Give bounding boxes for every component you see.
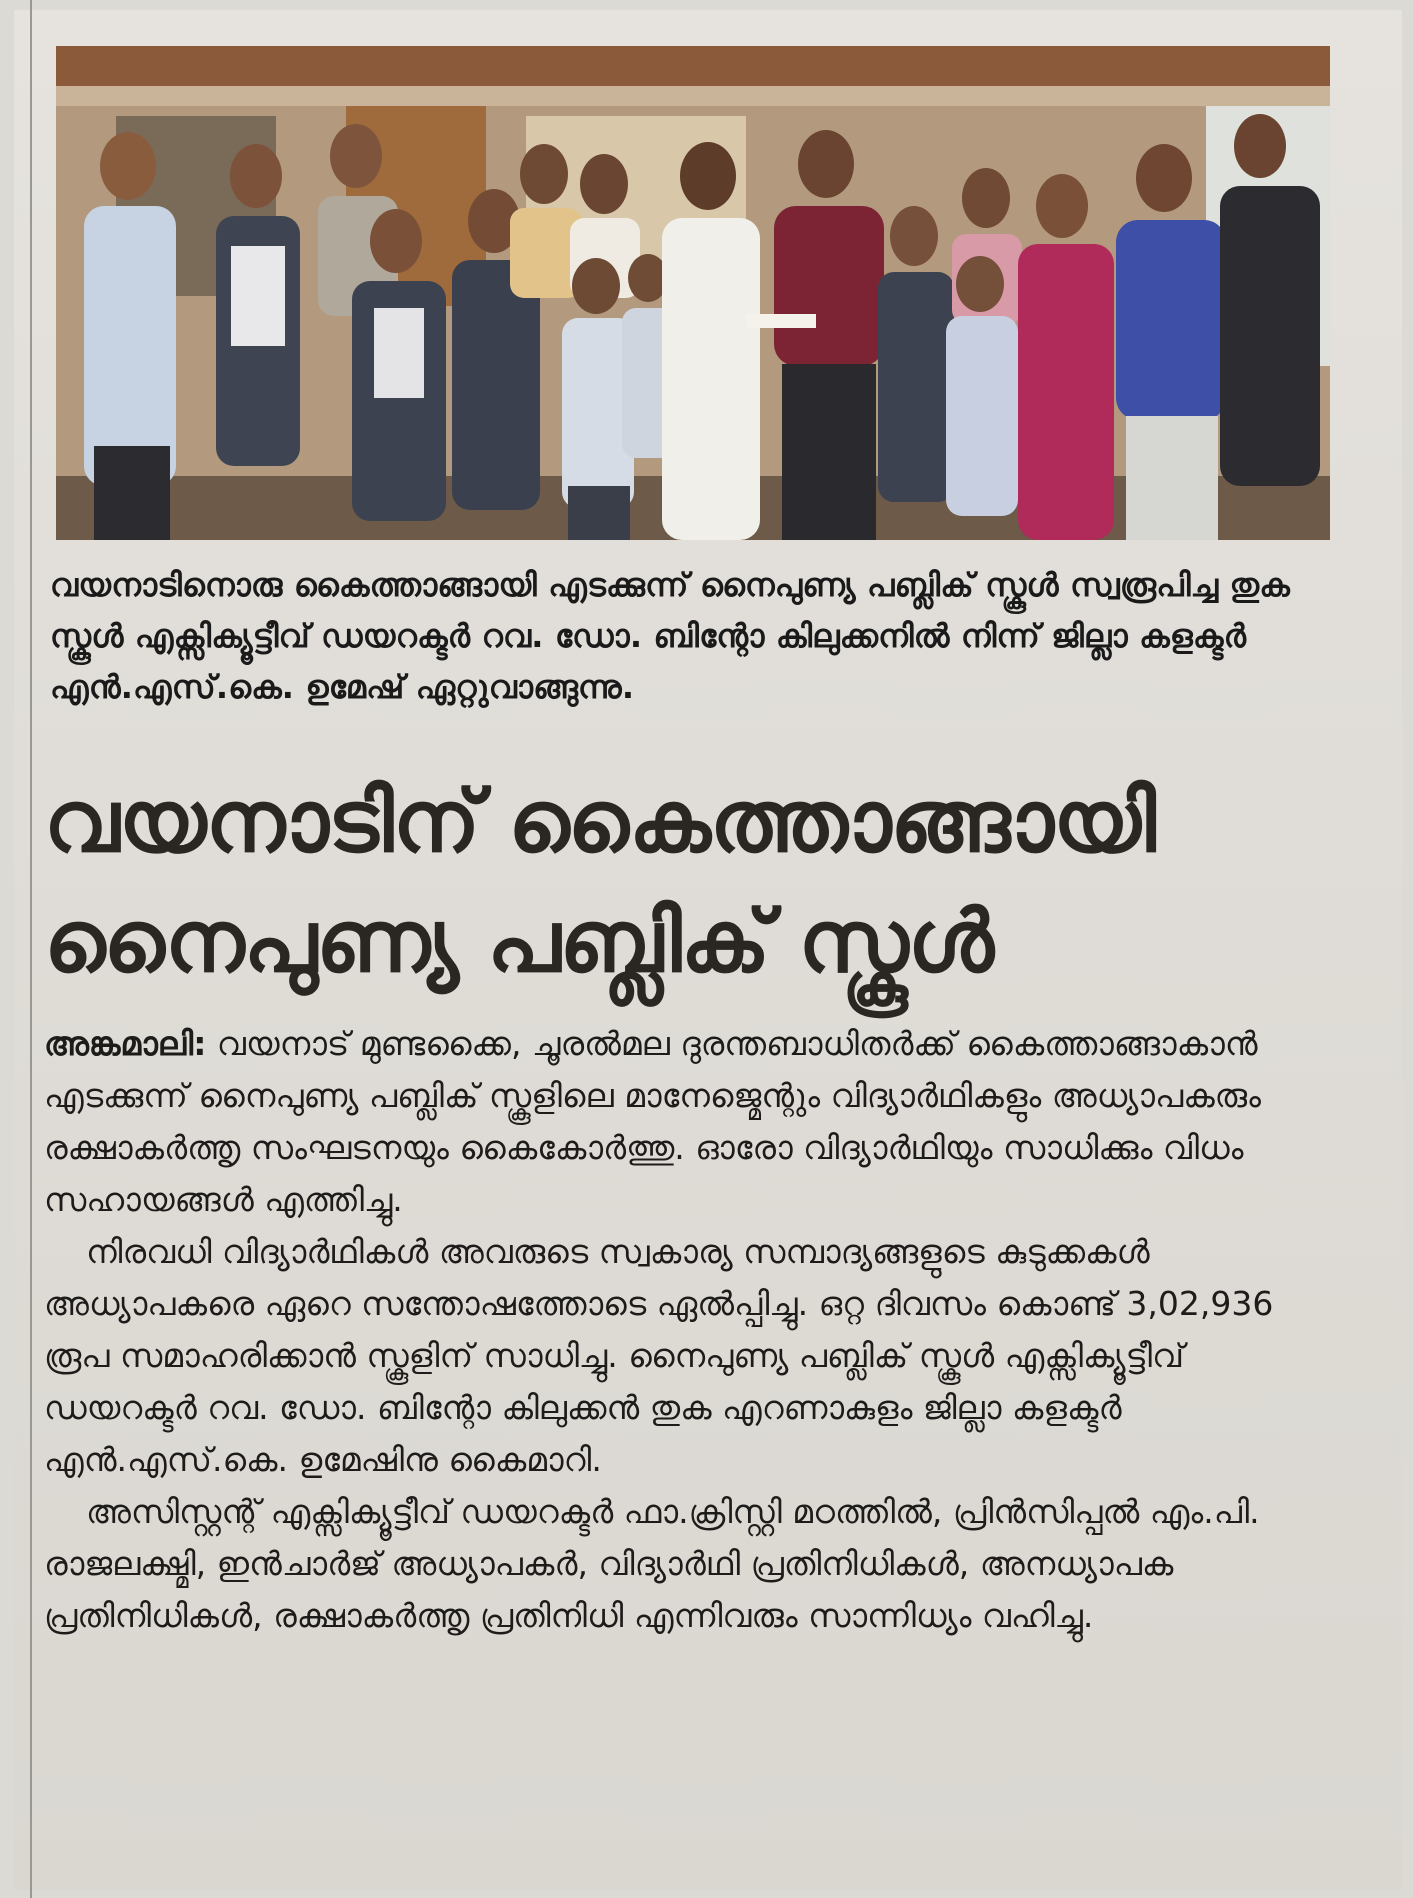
news-photo (56, 46, 1330, 540)
headline (44, 762, 1344, 1002)
group-photo-illustration (56, 46, 1330, 540)
headline-line-2: നൈപുണ്യ പബ്ലിക് സ്കൂൾ (44, 892, 993, 992)
paragraph-1 (44, 1018, 1344, 1226)
dateline: അങ്കമാലി: (44, 1024, 207, 1063)
paragraph-2: നിരവധി വിദ്യാർഥികൾ അവരുടെ സ്വകാര്യ സമ്പാദ്യങ്ങളുടെ കുടുക്കകൾ അധ്യാപകരെ ഏറെ സന്തോഷത്തോടെ ഏൽപ്പിച്ചു. ഒറ്റ ദിവസം കൊണ്ട് 3,02,936 രൂപ സമാഹരിക്കാൻ സ്കൂളിന് സാധിച്ചു. നൈപുണ്യ പബ്ലിക് സ്കൂൾ എക്സിക്യൂട്ടീവ് ഡയറക്ടർ റവ. ഡോ. ബിന്റോ കിലുക്കൻ തുക എറണാകുളം ജില്ലാ കളക്ടർ എൻ.എസ്.കെ. ഉമേഷിനു കൈമാറി. (44, 1232, 1274, 1479)
headline-line-1: വയനാടിന് കൈത്താങ്ങായി (44, 772, 1156, 872)
article-body (44, 1018, 1344, 1642)
paragraph-1-text: വയനാട് മുണ്ടക്കൈ, ചൂരൽമല ദുരന്തബാധിതർക്ക് കൈത്താങ്ങാകാൻ എടക്കുന്ന് നൈപുണ്യ പബ്ലിക് സ്കൂളിലെ മാനേജ്മെന്റും വിദ്യാർഥികളും അധ്യാപകരും രക്ഷാകർത്തൃ സംഘടനയും കൈകോർത്തു. ഓരോ വിദ്യാർഥിയും സാധിക്കും വിധം സഹായങ്ങൾ എത്തിച്ചു. (44, 1024, 1261, 1219)
paragraph-3: അസിസ്റ്റന്റ് എക്സിക്യൂട്ടീവ് ഡയറക്ടർ ഫാ.ക്രിസ്റ്റി മഠത്തിൽ, പ്രിൻസിപ്പൽ എം.പി. രാജലക്ഷ്മി, ഇൻചാർജ് അധ്യാപകർ, വിദ്യാർഥി പ്രതിനിധികൾ, അനധ്യാപക പ്രതിനിധികൾ, രക്ഷാകർത്തൃ പ്രതിനിധി എന്നിവരും സാന്നിധ്യം വഹിച്ചു. (44, 1492, 1260, 1635)
column-rule (30, 0, 32, 1898)
photo-caption: വയനാടിനൊരു കൈത്താങ്ങായി എടക്കുന്ന് നൈപുണ്യ പബ്ലിക് സ്കൂൾ സ്വരൂപിച്ച തുക സ്കൂൾ എക്സിക്യൂട്ടീവ് ഡയറക്ടർ റവ. ഡോ. ബിന്റോ കിലുക്കനിൽ നിന്ന് ജില്ലാ കളക്ടർ എൻ.എസ്.കെ. ഉമേഷ് ഏറ്റുവാങ്ങുന്നു. (50, 566, 1290, 706)
